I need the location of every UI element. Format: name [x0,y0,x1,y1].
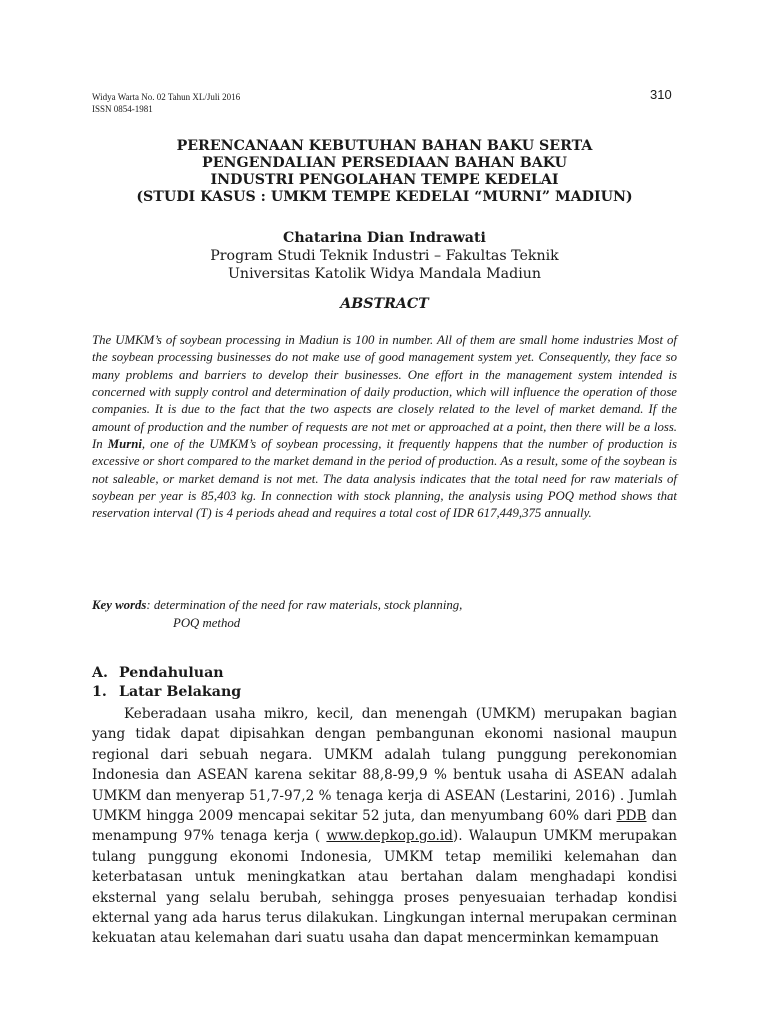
abstract-emphasis: Murni [107,437,142,452]
abstract-body [92,332,677,523]
subsection-title: Latar Belakang [119,683,242,700]
depkop-link[interactable]: www.depkop.go.id [326,828,453,845]
section-heading [92,664,677,683]
title-line-3: INDUSTRI PENGOLAHAN TEMPE KEDELAI [210,172,559,188]
body-text-1: Keberadaan usaha mikro, kecil, dan menengah (UMKM) merupakan bagian yang tidak dapat dipisahkan dengan pembangunan ekonomi nasional maupun regional dari sebuah negara. UMKM adalah tulang punggung perekonomian Indonesia dan ASEAN karena sekitar 88,8-99,9 % bentuk usaha di ASEAN adalah UMKM dan menyerap 51,7-97,2 % tenaga kerja di ASEAN (Lestarini, 2016) . Jumlah UMKM hingga 2009 mencapai sekitar 52 juta, dan menyumbang 60% dari [92,706,677,825]
title-line-2: PENGENDALIAN PERSEDIAAN BAHAN BAKU [202,155,567,171]
abstract-text-a: The UMKM’s of soybean processing in Madiun is 100 in number. All of them are small home industries Most of the soybean processing businesses do not make use of good management system yet. Consequently, they face so many problems and barriers to develop their businesses. One effort in the management system intended is concerned with supply control and determination of daily production, which will influence the operation of those companies. It is due to the fact that the two aspects are closely related to the level of market demand. If the amount of production and the number of requests are not met or approached at a point, then there will be a loss. In [92,333,677,452]
page-number: 310 [650,87,672,102]
section-headings [92,664,677,702]
section-title: Pendahuluan [119,665,224,681]
author-block [92,229,677,283]
abstract-text-b: , one of the UMKM’s of soybean processing, it frequently happens that the number of production is excessive or short compared to the market demand in the period of production. As a result, some of the soybean is not saleable, or market demand is not met. The data analysis indicates that the total need for raw materials of soybean per year is 85,403 kg. In connection with stock planning, the analysis using POQ method shows that reservation interval (T) is 4 periods ahead and requires a total cost of IDR 617,449,375 annually. [92,437,677,521]
body-text-2: dan menampung 97% tenaga kerja ( [92,808,677,845]
running-header [92,91,240,115]
keywords-line-1: : determination of the need for raw materials, stock planning, [146,598,463,612]
paper-title [92,138,677,206]
body-text-3: ). Walaupun UMKM merupakan tulang punggung ekonomi Indonesia, UMKM tetap memiliki kelemahan dan keterbatasan untuk meningkatkan atau bertahan dalam menghadapi kondisi eksternal yang selalu berubah, sehingga proses penyesuaian terhadap kondisi ekternal yang ada harus terus dilakukan. Lingkungan internal merupakan cerminan kekuatan atau kelemahan dari suatu usaha dan dapat mencerminkan kemampuan [92,828,677,947]
title-line-1: PERENCANAAN KEBUTUHAN BAHAN BAKU SERTA [176,138,593,154]
abstract-heading: ABSTRACT [340,296,429,312]
keywords-line-2: POQ method [173,616,241,630]
issn: ISSN 0854-1981 [92,104,153,114]
author-name: Chatarina Dian Indrawati [283,230,486,246]
title-line-4: (STUDI KASUS : UMKM TEMPE KEDELAI “MURNI” MADIUN) [136,189,633,205]
keywords-label: Key words [92,598,147,612]
keywords-block [92,596,677,632]
subsection-heading [92,683,677,702]
author-department: Program Studi Teknik Industri – Fakultas Teknik [210,248,559,264]
author-university: Universitas Katolik Widya Mandala Madiun [227,266,542,282]
pdb-link[interactable]: PDB [616,808,647,825]
body-paragraph [92,704,677,949]
section-number: A. [92,665,108,681]
subsection-number: 1. [92,683,107,700]
journal-info: Widya Warta No. 02 Tahun XL/Juli 2016 [92,92,241,102]
